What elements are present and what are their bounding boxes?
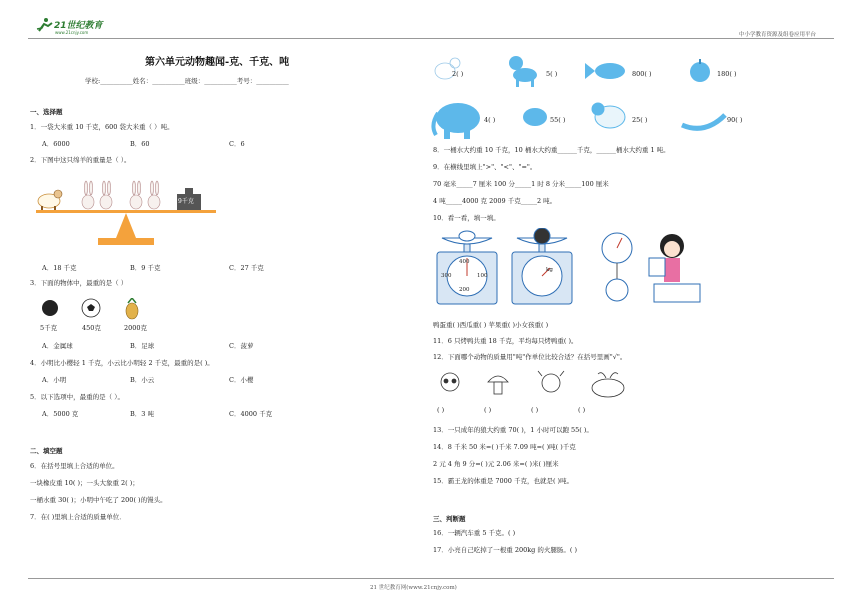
q2-option-b: B．9 千克 xyxy=(130,264,161,272)
q3-option-b: B．足球 xyxy=(130,342,155,350)
q3-objects-picture xyxy=(40,298,160,320)
q14-row2: 2 元 4 角 9 分=( )元 2.06 米=( )米( )厘米 xyxy=(433,460,559,468)
raccoon-icon xyxy=(441,373,459,391)
sheep-weight: 25( ) xyxy=(632,116,648,124)
header-divider xyxy=(28,38,834,39)
q1-option-b: B．60 xyxy=(130,140,150,148)
scale-mark-200: 200 xyxy=(459,287,470,293)
q10-answer: 鸭蛋重( )西瓜重( ) 苹果重( )小女孩重( ) xyxy=(433,321,549,329)
pineapple-icon xyxy=(126,298,138,319)
q4-option-b: B．小云 xyxy=(130,376,155,384)
q9-stem: 9．在横线里填上">"、"<"、"="。 xyxy=(433,163,537,171)
fish-icon xyxy=(585,63,625,79)
runner-logo-icon xyxy=(35,17,53,33)
balance-beam xyxy=(36,210,216,213)
q5-option-a: A．5000 克 xyxy=(42,410,79,418)
football-weight: 450克 xyxy=(82,324,101,332)
footer-divider xyxy=(28,578,834,579)
scale-1 xyxy=(437,231,497,304)
balance-base xyxy=(98,238,154,245)
apple-weight: 180( ) xyxy=(717,70,737,78)
whale-icon xyxy=(592,373,624,397)
q3-option-a: A．金属球 xyxy=(42,342,73,350)
scale-mark-400: 400 xyxy=(459,259,470,265)
q5-option-c: C．4000 千克 xyxy=(229,410,273,418)
balance-pivot xyxy=(116,213,136,238)
dog-weight: 5( ) xyxy=(546,70,558,78)
scale-2 xyxy=(512,228,572,304)
q12-bracket-4: ( ) xyxy=(578,406,586,414)
elephant-weight: 4( ) xyxy=(484,116,496,124)
animal-weights-picture xyxy=(430,53,830,143)
q17: 17．小亮自己吃掉了一根重 200kg 的火腿肠。( ) xyxy=(433,546,578,554)
cow-icon xyxy=(538,371,564,392)
logo-main-text: 21世纪教育 xyxy=(54,21,103,31)
banana-weight: 90( ) xyxy=(727,116,743,124)
q12-bracket-3: ( ) xyxy=(531,406,539,414)
rabbits-icon xyxy=(82,181,160,209)
q1-option-c: C．6 xyxy=(229,140,245,148)
sheep-right-icon xyxy=(592,103,625,128)
sheep-icon xyxy=(38,190,62,210)
balance-scale-picture xyxy=(36,170,216,250)
scales-picture xyxy=(432,228,722,310)
page-title: 第六单元动物趣闻-克、千克、吨 xyxy=(145,57,290,68)
girl-on-scale-icon xyxy=(649,234,700,302)
metal-ball-icon xyxy=(42,300,58,316)
egg-icon xyxy=(523,108,547,126)
q6-line2: 一桶水重 30( )；小明中午吃了 200( )的馒头。 xyxy=(30,496,167,504)
q1-option-a: A．6000 xyxy=(42,140,70,148)
metal-ball-weight: 5千克 xyxy=(40,324,58,332)
banana-icon xyxy=(682,115,725,128)
chick-weight: 2( ) xyxy=(452,70,464,78)
section-choice: 一、选择题 xyxy=(30,108,63,116)
elephant-icon xyxy=(433,103,480,139)
q4-option-c: C．小樱 xyxy=(229,376,254,384)
logo-sub-text: www.21cnjy.com xyxy=(55,30,89,35)
q8: 8．一桶水大约重 10 千克，10 桶水大约重______千克，______桶水大约重 1 吨。 xyxy=(433,146,670,154)
q5-option-b: B．3 吨 xyxy=(130,410,154,418)
q13: 13．一只成年的狼大约重 70( )，1 小时可以跑 55( )。 xyxy=(433,426,593,434)
fish-weight: 800( ) xyxy=(632,70,652,78)
q14-row1: 14．8 千米 50 米=( )千米 7.09 吨=( )吨( )千克 xyxy=(433,443,576,451)
q9-row1: 70 毫米_____7 厘米 100 分_____1 时 8 分米_____100 厘米 xyxy=(433,180,609,188)
q10-stem: 10．看一看，填一填。 xyxy=(433,214,500,222)
q3-option-c: C．菠萝 xyxy=(229,342,254,350)
q6-stem: 6．在括号里填上合适的单位。 xyxy=(30,462,119,470)
apple-icon xyxy=(690,59,710,82)
q2-stem: 2．下图中这只绵羊的重量是（ ）。 xyxy=(30,156,131,164)
q3-stem: 3．下面的物体中，最重的是（ ） xyxy=(30,279,128,287)
q7-stem: 7．在( )里填上合适的质量单位． xyxy=(30,513,126,521)
q2-option-c: C．27 千克 xyxy=(229,264,264,272)
mushroom-dog-icon xyxy=(488,376,508,394)
site-logo xyxy=(35,17,107,35)
q12-stem: 12．下面哪个动物的质量用"吨"作单位比较合适？在括号里画"√"。 xyxy=(433,353,627,361)
q9-row2: 4 吨_____4000 克 2009 千克_____2 吨。 xyxy=(433,197,557,205)
section-fill: 二、填空题 xyxy=(30,447,63,455)
apple-bag-icon xyxy=(606,279,628,301)
duck-egg-icon xyxy=(459,231,475,241)
egg-weight: 55( ) xyxy=(550,116,566,124)
watermelon-icon xyxy=(534,228,550,244)
q16: 16．一辆汽车重 5 千克。( ) xyxy=(433,529,516,537)
q12-bracket-2: ( ) xyxy=(484,406,492,414)
info-line: 学校:__________姓名：__________班级：__________考号：__________ xyxy=(85,77,289,85)
q12-animals-picture xyxy=(436,368,636,402)
q1-stem: 1．一袋大米重 10 千克，600 袋大米重（ ）吨。 xyxy=(30,123,174,131)
q12-bracket-1: ( ) xyxy=(437,406,445,414)
weight-label: 9千克 xyxy=(178,198,194,205)
platform-name: 中小学教育资源及组卷应用平台 xyxy=(738,32,816,38)
q4-stem: 4．小明比小樱轻 1 千克，小云比小明轻 2 千克，最重的是( )。 xyxy=(30,359,214,367)
hanging-scale xyxy=(602,233,632,301)
scale-mark-100: 100 xyxy=(477,273,488,279)
q4-option-a: A．小明 xyxy=(42,376,67,384)
q6-line1: 一块橡皮重 10( )；一头大象重 2( )； xyxy=(30,479,139,487)
q15: 15．霸王龙的体重是 7000 千克，也就是( )吨。 xyxy=(433,477,574,485)
dog-icon xyxy=(509,56,537,87)
kg-unit: kg xyxy=(546,267,553,273)
footer-text: 21 世纪教育网(www.21cnjy.com) xyxy=(370,585,457,591)
q5-stem: 5．以下选项中，最重的是（ ）。 xyxy=(30,393,124,401)
football-icon xyxy=(82,299,100,317)
pineapple-weight: 2000克 xyxy=(124,324,148,332)
scale-mark-300: 300 xyxy=(441,273,452,279)
q11: 11．6 只烤鸭共重 18 千克，平均每只烤鸭重( )。 xyxy=(433,337,578,345)
section-judge: 三、判断题 xyxy=(433,515,466,523)
q2-option-a: A．18 千克 xyxy=(42,264,77,272)
